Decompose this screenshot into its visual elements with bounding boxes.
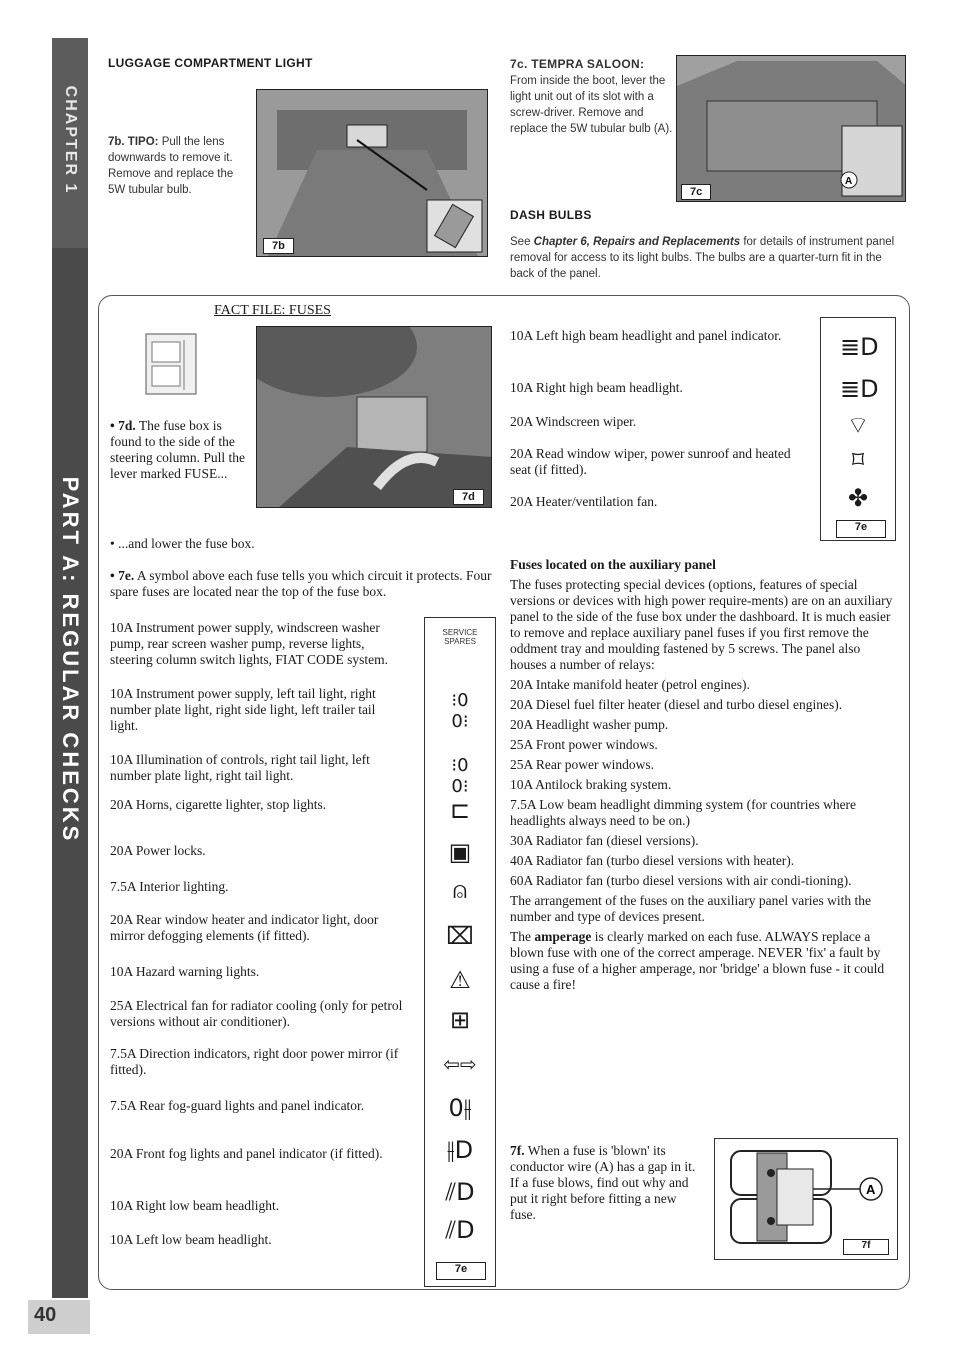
- dash-text-post: for details of instrument panel removal for access to its light bulbs. The bulbs are a quarter-turn fit in the back of the panel.: [510, 236, 895, 280]
- wiper-icon: ⌔: [846, 411, 870, 439]
- aux-item-10: 60A Radiator fan (turbo diesel versions with air condi-tioning).: [510, 873, 852, 888]
- dim-symbol-icon: ⁝0 0⁝: [451, 690, 469, 732]
- f7-paragraph: [510, 1143, 702, 1223]
- tag-7e-left: 7e: [436, 1262, 486, 1280]
- interior-light-icon: ⍝: [452, 876, 468, 904]
- high-beam-icon: ≣D: [840, 375, 879, 403]
- fuse-right-4: 20A Read window wiper, power sunroof and heated seat (if fitted).: [510, 446, 791, 477]
- fuse-left-7: 20A Rear window heater and indicator light, door mirror defogging elements (if fitted).: [110, 912, 379, 943]
- aux-item-3: 20A Headlight washer pump.: [510, 717, 669, 732]
- fuse-left-5: 20A Power locks.: [110, 843, 206, 858]
- dash-paragraph: [510, 234, 905, 282]
- side-part-title: PART A: REGULAR CHECKS: [58, 476, 83, 844]
- low-beam-icon: ⫽D: [445, 1216, 475, 1244]
- amperage-post: is clearly marked on each fuse. ALWAYS replace a blown fuse with one of the correct amperage. NEVER 'fix' a fault by using a fuse of a higher amperage, nor 'bridge' a blown fuse - it could cause a fire!: [510, 929, 885, 992]
- f7-callout-a: A: [866, 1182, 876, 1197]
- fuse-left-2: 10A Instrument power supply, left tail light, right number plate light, right side light, left trailer tail light.: [110, 686, 376, 733]
- photo-7c-tag: 7c: [681, 184, 711, 200]
- lock-icon: ▣: [448, 838, 472, 866]
- high-beam-icon: ≣D: [840, 333, 879, 361]
- e7-paragraph: [110, 568, 502, 600]
- fuse-left-13: 10A Right low beam headlight.: [110, 1198, 280, 1213]
- fuse-right-3: 20A Windscreen wiper.: [510, 414, 637, 429]
- rear-fog-icon: 0⫲: [448, 1094, 472, 1122]
- f7-text-1: When a fuse is 'blown' its conductor wire (A) has a gap in it.: [510, 1143, 696, 1174]
- tipo-paragraph: [108, 134, 248, 198]
- fuse-right-1: 10A Left high beam headlight and panel indicator.: [510, 328, 782, 343]
- photo-7c-drawing: [677, 56, 906, 202]
- e7-text: A symbol above each fuse tells you which circuit it protects. Four spare fuses are located near the top of the fuse box.: [110, 568, 492, 599]
- lower-fuse-box-text: • ...and lower the fuse box.: [110, 536, 255, 551]
- f7-text-2: If a fuse blows, find out why and put it right before fitting a new fuse.: [510, 1175, 689, 1222]
- fuse-right-2: 10A Right high beam headlight.: [510, 380, 683, 395]
- fact-file-title: FACT FILE: FUSES: [214, 303, 331, 318]
- luggage-heading: LUGGAGE COMPARTMENT LIGHT: [108, 56, 313, 70]
- tag-7e-right: 7e: [836, 520, 886, 538]
- dim-symbol-icon: ⁝0 0⁝: [451, 755, 469, 797]
- aux-item-5: 25A Rear power windows.: [510, 757, 654, 772]
- rear-heater-icon: ⌧: [446, 922, 474, 950]
- fuse-left-11: 7.5A Rear fog-guard lights and panel indicator.: [110, 1098, 365, 1113]
- dash-heading: DASH BULBS: [510, 208, 592, 222]
- fuse-right-5: 20A Heater/ventilation fan.: [510, 494, 658, 509]
- photo-7d: [256, 326, 492, 508]
- horn-icon: ⊏: [449, 796, 471, 824]
- aux-amperage: [510, 929, 900, 993]
- tempra-text: From inside the boot, lever the light unit out of its slot with a screw-driver. Remove and replace the 5W tubular bulb (A).: [510, 75, 673, 135]
- fuse-left-10: 7.5A Direction indicators, right door power mirror (if fitted).: [110, 1046, 399, 1077]
- photo-7d-tag: 7d: [453, 489, 484, 505]
- low-beam-icon: ⫽D: [445, 1178, 475, 1206]
- d7-paragraph: [110, 418, 252, 482]
- fuse-left-14: 10A Left low beam headlight.: [110, 1232, 272, 1247]
- tipo-text: Pull the lens downwards to remove it. Remove and replace the 5W tubular bulb.: [108, 136, 234, 196]
- fuse-left-9: 25A Electrical fan for radiator cooling (only for petrol versions without air conditioner).: [110, 998, 403, 1029]
- heater-fan-icon: ✤: [847, 484, 869, 512]
- page-number: 40: [28, 1300, 90, 1334]
- aux-item-7: 7.5A Low beam headlight dimming system (for countries where headlights always need to be on.): [510, 797, 857, 828]
- fuse-left-12: 20A Front fog lights and panel indicator (if fitted).: [110, 1146, 383, 1161]
- tempra-paragraph: [510, 56, 675, 137]
- aux-panel-section: [510, 557, 900, 997]
- d7-text: The fuse box is found to the side of the steering column. Pull the lever marked FUSE...: [110, 418, 245, 481]
- service-spares-label: SERVICE SPARES: [442, 628, 478, 646]
- indicator-icon: ⇦⇨: [443, 1052, 477, 1076]
- rear-wiper-icon: ⌑: [851, 446, 865, 474]
- photo-7b: [256, 89, 488, 257]
- fuse-left-8: 10A Hazard warning lights.: [110, 964, 260, 979]
- tipo-label: 7b. TIPO:: [108, 136, 159, 148]
- fan-icon: ⊞: [449, 1006, 471, 1034]
- dash-chapter-ref: Chapter 6, Repairs and Replacements: [533, 236, 741, 248]
- photo-7c: [676, 55, 906, 202]
- aux-item-4: 25A Front power windows.: [510, 737, 658, 752]
- photo-7b-drawing: [257, 90, 488, 257]
- fuse-diagram: [714, 1138, 898, 1260]
- amperage-pre: The: [510, 929, 531, 944]
- e7-label: • 7e.: [110, 568, 135, 583]
- tempra-label: 7c. TEMPRA SALOON:: [510, 57, 645, 71]
- aux-item-1: 20A Intake manifold heater (petrol engines).: [510, 677, 750, 692]
- fuse-box-icon: [140, 330, 204, 400]
- hazard-icon: ⚠: [449, 966, 471, 994]
- tag-7f: 7f: [843, 1239, 889, 1255]
- aux-heading: Fuses located on the auxiliary panel: [510, 557, 716, 572]
- fuse-left-1: 10A Instrument power supply, windscreen washer pump, rear screen washer pump, reverse lights, steering column switch lights, FIAT CODE system.: [110, 620, 388, 667]
- tempra-callout-a: A: [845, 176, 853, 187]
- photo-7b-tag: 7b: [263, 238, 294, 254]
- fuse-left-6: 7.5A Interior lighting.: [110, 879, 229, 894]
- dash-text-pre: See: [510, 236, 531, 248]
- photo-7d-drawing: [257, 327, 492, 508]
- aux-item-9: 40A Radiator fan (turbo diesel versions with heater).: [510, 853, 795, 868]
- d7-label: • 7d.: [110, 418, 136, 433]
- f7-label: 7f.: [510, 1143, 525, 1158]
- fuse-left-3: 10A Illumination of controls, right tail light, left number plate light, right tail light.: [110, 752, 370, 783]
- side-chapter: CHAPTER 1: [62, 85, 79, 195]
- front-fog-icon: ⫲D: [446, 1136, 474, 1164]
- fuse-left-4: 20A Horns, cigarette lighter, stop lights.: [110, 797, 327, 812]
- aux-arrangement: The arrangement of the fuses on the auxiliary panel varies with the number and type of devices present.: [510, 893, 871, 924]
- aux-item-2: 20A Diesel fuel filter heater (diesel and turbo diesel engines).: [510, 697, 843, 712]
- amperage-word: amperage: [534, 929, 592, 944]
- aux-item-8: 30A Radiator fan (diesel versions).: [510, 833, 699, 848]
- aux-item-6: 10A Antilock braking system.: [510, 777, 672, 792]
- aux-intro: The fuses protecting special devices (options, features of special versions or devices with high power require-ments) are on an auxiliary panel to the side of the fuse box under the dashboard. It is much easier to remove and replace auxiliary panel fuses if you first remove the oddment tray and moulding fastened by 5 screws. The panel also houses a number of relays:: [510, 577, 893, 672]
